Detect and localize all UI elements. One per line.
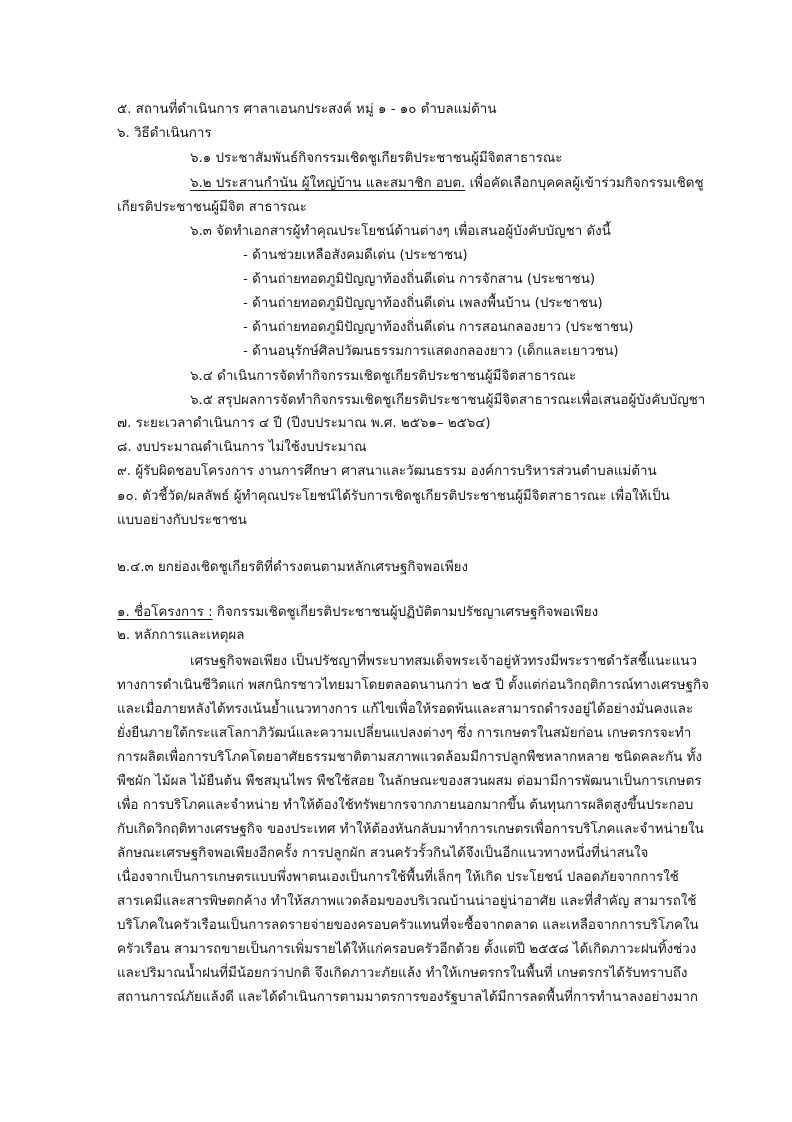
step-6-1: ๖.๑ ประชาสัมพันธ์กิจกรรมเชิดชูเกียรติประชาชนผู้มีจิตสาธารณะ [190, 151, 563, 166]
bullet-item: - ด้านถ่ายทอดภูมิปัญญาท้องถิ่นดีเด่น การจักสาน (ประชาชน) [243, 272, 596, 287]
step-6-2-rest: เพื่อคัดเลือกบุคคลผู้เข้าร่วมกิจกรรมเชิดชู [465, 176, 704, 191]
item-6-method: ๖. วิธีดำเนินการ [117, 126, 212, 141]
item-5-location: ๕. สถานที่ดำเนินการ ศาลาเอนกประสงค์ หมู่ ๑ - ๑๐ ตำบลแม่ต้าน [117, 102, 497, 117]
item-7-duration: ๗. ระยะเวลาดำเนินการ ๔ ปี (ปีงบประมาณ พ.ศ. ๒๕๖๑– ๒๕๖๔) [117, 416, 491, 431]
item-10-indicator: ๑๐. ตัวชี้วัด/ผลลัพธ์ ผู้ทำคุณประโยชน์ได้รับการเชิดชูเกียรติประชาชนผู้มีจิตสาธารณะ เพื่อให้เป็น [117, 489, 670, 504]
section-heading: ๒.๔.๓ ยกย่องเชิดชูเกียรติที่ดำรงตนตามหลักเศรษฐกิจพอเพียง [117, 560, 469, 575]
paragraph-line: กับเกิดวิกฤติทางเศรษฐกิจ ของประเทศ ทำให้ต้องหันกลับมาทำการเกษตรเพื่อการบริโภคและจำหน่ายใน [117, 822, 704, 837]
step-6-2 [190, 174, 704, 194]
paragraph-line: สารเคมีและสารพิษตกค้าง ทำให้สภาพแวดล้อมของบริเวณบ้านน่าอยู่น่าอาศัย และที่สำคัญ สามารถใช้ [117, 894, 697, 909]
step-6-2-underlined: ๖.๒ ประสานกำนัน ผู้ใหญ่บ้าน และสมาชิก อบต. [190, 176, 466, 191]
paragraph-line: เศรษฐกิจพอเพียง เป็นปรัชญาที่พระบาทสมเด็จพระเจ้าอยู่หัวทรงมีพระราชดำรัสชี้แนะแนว [190, 654, 698, 669]
bullet-item: - ด้านถ่ายทอดภูมิปัญญาท้องถิ่นดีเด่น การสอนกลองยาว (ประชาชน) [243, 320, 634, 335]
project-name-text: กิจกรรมเชิดชูเกียรติประชาชนผู้ปฏิบัติตามปรัชญาเศรษฐกิจพอเพียง [212, 605, 599, 620]
bullet-item: - ด้านอนุรักษ์ศิลปวัฒนธรรมการแสดงกลองยาว (เด็กและเยาวชน) [243, 344, 619, 359]
paragraph-line: พืชผัก ไม้ผล ไม้ยืนต้น พืชสมุนไพร พืชใช้สอย ในลักษณะของสวนผสม ต่อมามีการพัฒนาเป็นการเกษตร [117, 774, 702, 789]
item-10-indicator-continued: แบบอย่างกับประชาชน [117, 513, 247, 528]
paragraph-line: บริโภคในครัวเรือนเป็นการลดรายจ่ายของครอบครัวแทนที่จะซื้อจากตลาด และเหลือจากการบริโภคใน [117, 918, 699, 933]
step-6-2-continued: เกียรติประชาชนผู้มีจิต สาธารณะ [117, 200, 307, 215]
paragraph-line: และเมื่อภายหลังได้ทรงเน้นย้ำแนวทางการ แก้ไขเพื่อให้รอดพ้นและสามารถดำรงอยู่ได้อย่างมั่นคงและ [117, 702, 694, 717]
paragraph-line: ลักษณะเศรษฐกิจพอเพียงอีกครั้ง การปลูกผัก สวนครัวรั้วกินได้จึงเป็นอีกแนวทางหนึ่งที่น่าสนใจ [117, 846, 649, 861]
step-6-4: ๖.๔ ดำเนินการจัดทำกิจกรรมเชิดชูเกียรติประชาชนผู้มีจิตสาธารณะ [190, 369, 577, 384]
item-8-budget: ๘. งบประมาณดำเนินการ ไม่ใช้งบประมาณ [117, 440, 367, 455]
project-name-label: ๑. ชื่อโครงการ : [117, 605, 213, 620]
item-9-responsible: ๙. ผู้รับผิดชอบโครงการ งานการศึกษา ศาสนาและวัฒนธรรม องค์การบริหารส่วนตำบลแม่ต้าน [117, 464, 657, 479]
project-name [117, 603, 598, 623]
bullet-item: - ด้านถ่ายทอดภูมิปัญญาท้องถิ่นดีเด่น เพลงพื้นบ้าน (ประชาชน) [243, 296, 603, 311]
paragraph-line: ยั่งยืนภายใต้กระแสโลกาภิวัฒน์และความเปลี่ยนแปลงต่างๆ ซึ่ง การเกษตรในสมัยก่อน เกษตรกรจะทำ [117, 726, 692, 741]
paragraph-line: เพื่อ การบริโภคและจำหน่าย ทำให้ต้องใช้ทรัพยากรจากภายนอกมากขึ้น ต้นทุนการผลิตสูงขึ้นประกอบ [117, 798, 694, 813]
paragraph-line: สถานการณ์ภัยแล้งดี และได้ดำเนินการตามมาตรการของรัฐบาลได้มีการลดพื้นที่การทำนาลงอย่างมาก [117, 990, 698, 1005]
bullet-item: - ด้านช่วยเหลือสังคมดีเด่น (ประชาชน) [243, 248, 468, 263]
step-6-5: ๖.๕ สรุปผลการจัดทำกิจกรรมเชิดชูเกียรติประชาชนผู้มีจิตสาธารณะเพื่อเสนอผู้บังคับบัญชา [190, 393, 706, 408]
paragraph-line: และปริมาณน้ำฝนที่มีน้อยกว่าปกติ จึงเกิดภาวะภัยแล้ง ทำให้เกษตรกรในพื้นที่ เกษตรกรได้รับทราบถึง [117, 966, 688, 981]
paragraph-line: ทางการดำเนินชีวิตแก่ พสกนิกรชาวไทยมาโดยตลอดนานกว่า ๒๕ ปี ตั้งแต่ก่อนวิกฤติการณ์ทางเศรษฐกิจ [117, 678, 709, 693]
paragraph-line: เนื่องจากเป็นการเกษตรแบบพึ่งพาตนเองเป็นการใช้พื้นที่เล็กๆ ให้เกิด ประโยชน์ ปลอดภัยจากการใช้ [117, 870, 679, 885]
principles-heading: ๒. หลักการและเหตุผล [117, 628, 245, 643]
step-6-3: ๖.๓ จัดทำเอกสารผู้ทำคุณประโยชน์ด้านต่างๆ เพื่อเสนอผู้บังคับบัญชา ดังนี้ [190, 224, 611, 239]
paragraph-line: ครัวเรือน สามารถขายเป็นการเพิ่มรายได้ให้แก่ครอบครัวอีกด้วย ตั้งแต่ปี ๒๕๕๘ ได้เกิดภาวะฝนทิ้งช่วง [117, 942, 697, 957]
paragraph-line: การผลิตเพื่อการบริโภคโดยอาศัยธรรมชาติตามสภาพแวดล้อมมีการปลูกพืชหลากหลาย ชนิดคละกัน ทั้ง [117, 750, 703, 765]
